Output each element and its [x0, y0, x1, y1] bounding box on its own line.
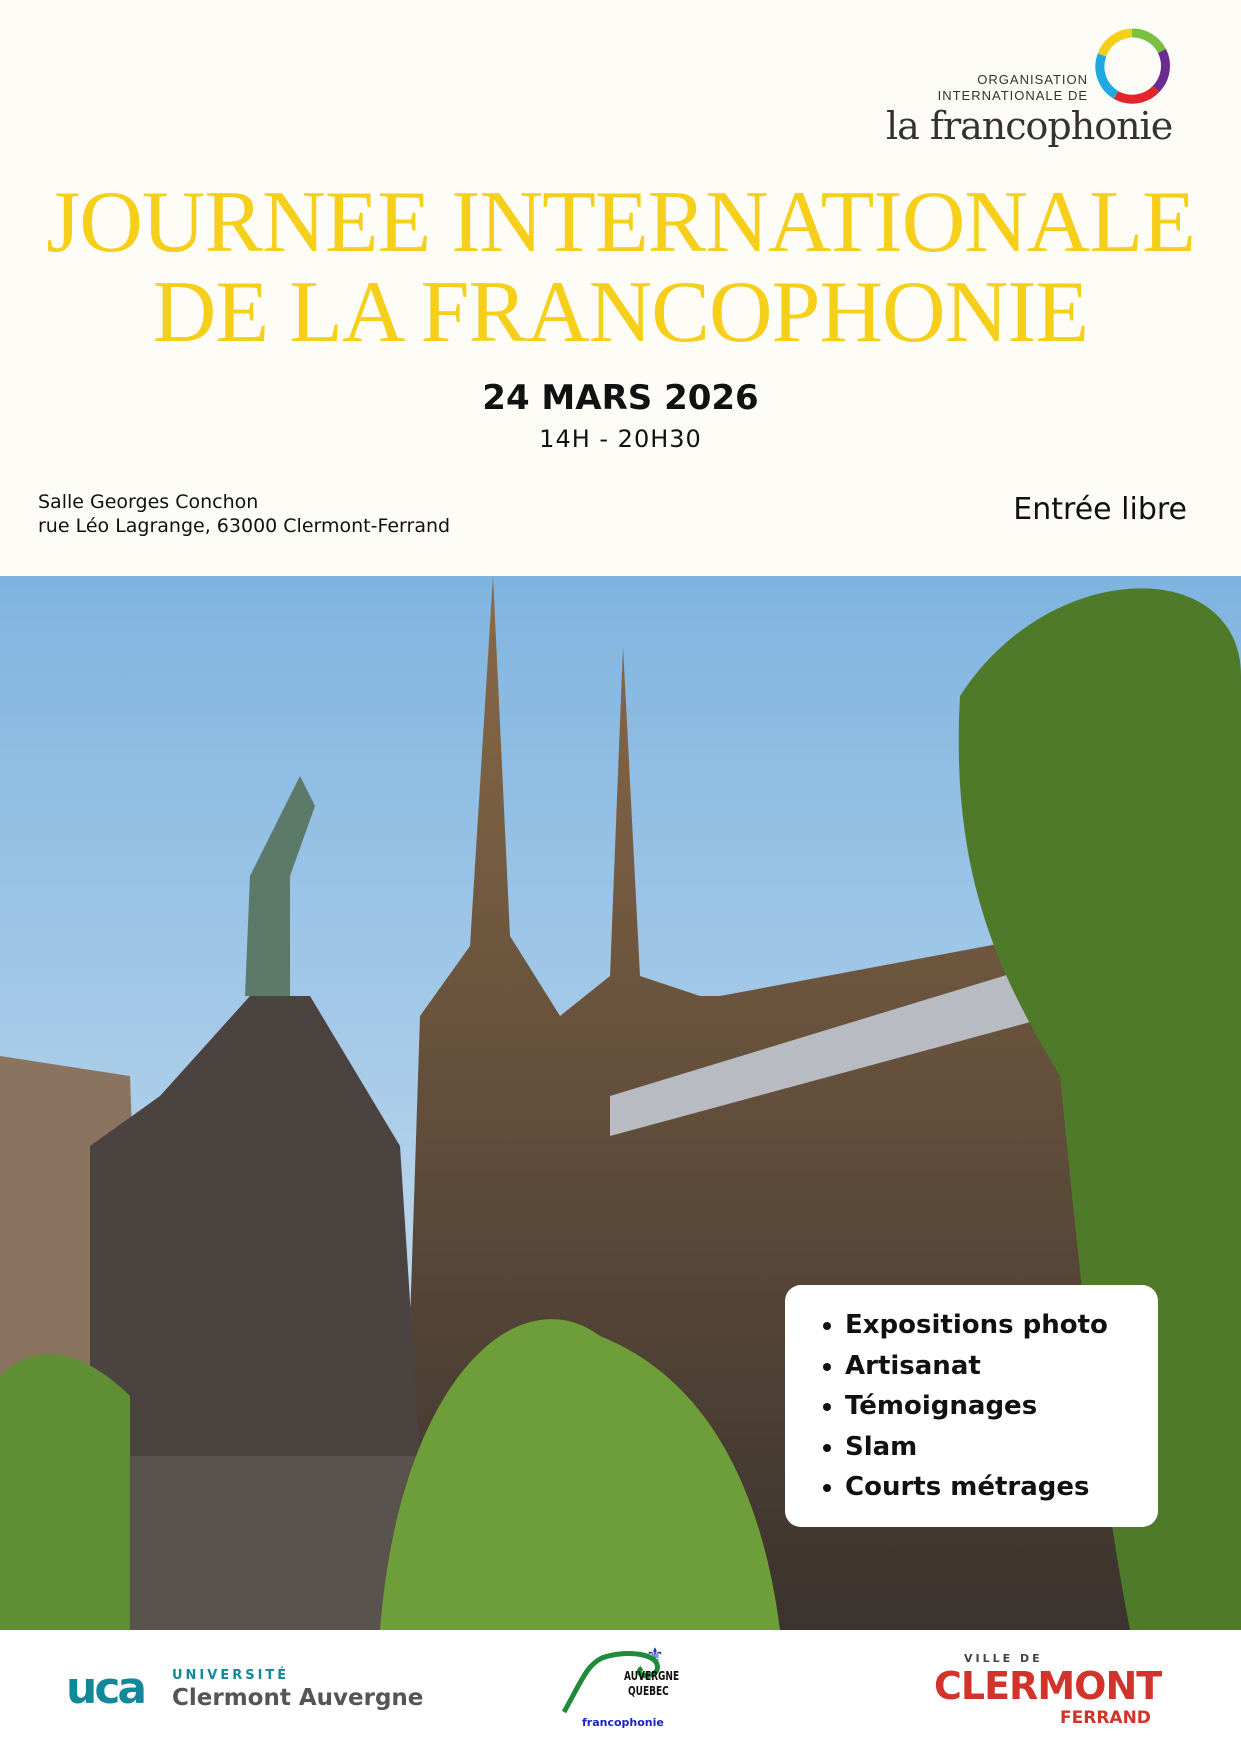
clermont-line3: FERRAND [1060, 1708, 1151, 1728]
oif-ring-icon [1092, 25, 1174, 107]
oif-line1: ORGANISATION [977, 72, 1088, 87]
auvergne-quebec-logo [562, 1640, 682, 1735]
uca-line2: Clermont Auvergne [172, 1685, 424, 1711]
oif-logo [880, 20, 1180, 150]
clermont-line1: VILLE DE [964, 1652, 1043, 1665]
activity-item: • Slam [845, 1427, 1158, 1468]
activity-item: • Expositions photo [845, 1305, 1158, 1346]
activity-item: • Témoignages [845, 1386, 1158, 1427]
address [38, 490, 450, 538]
activity-item: • Artisanat [845, 1346, 1158, 1387]
aq-line1: AUVERGNE [624, 1669, 680, 1683]
title-line1: JOURNEE INTERNATIONALE [46, 174, 1195, 271]
activity-item: • Courts métrages [845, 1467, 1158, 1508]
event-time: 14H - 20H30 [539, 425, 702, 453]
partner-logos [0, 1630, 1241, 1755]
title-line2: DE LA FRANCOPHONIE [152, 264, 1089, 361]
oif-line3: la francophonie [886, 104, 1173, 148]
venue: Salle Georges Conchon [38, 491, 259, 513]
uca-mark: uca [66, 1663, 145, 1714]
uca-line1: UNIVERSITÉ [172, 1668, 290, 1683]
clermont-ferrand-logo [934, 1652, 1164, 1738]
event-date: 24 MARS 2026 [482, 378, 759, 418]
aq-line3: francophonie [582, 1716, 664, 1729]
activities-list [785, 1285, 1158, 1527]
svg-text:⚜: ⚜ [646, 1643, 664, 1667]
street: rue Léo Lagrange, 63000 Clermont-Ferrand [38, 515, 451, 537]
entry-info: Entrée libre [1013, 492, 1187, 527]
clermont-line2: CLERMONT [934, 1664, 1162, 1708]
oif-line2: INTERNATIONALE DE [937, 88, 1088, 103]
aq-line2: QUEBEC [628, 1684, 669, 1698]
